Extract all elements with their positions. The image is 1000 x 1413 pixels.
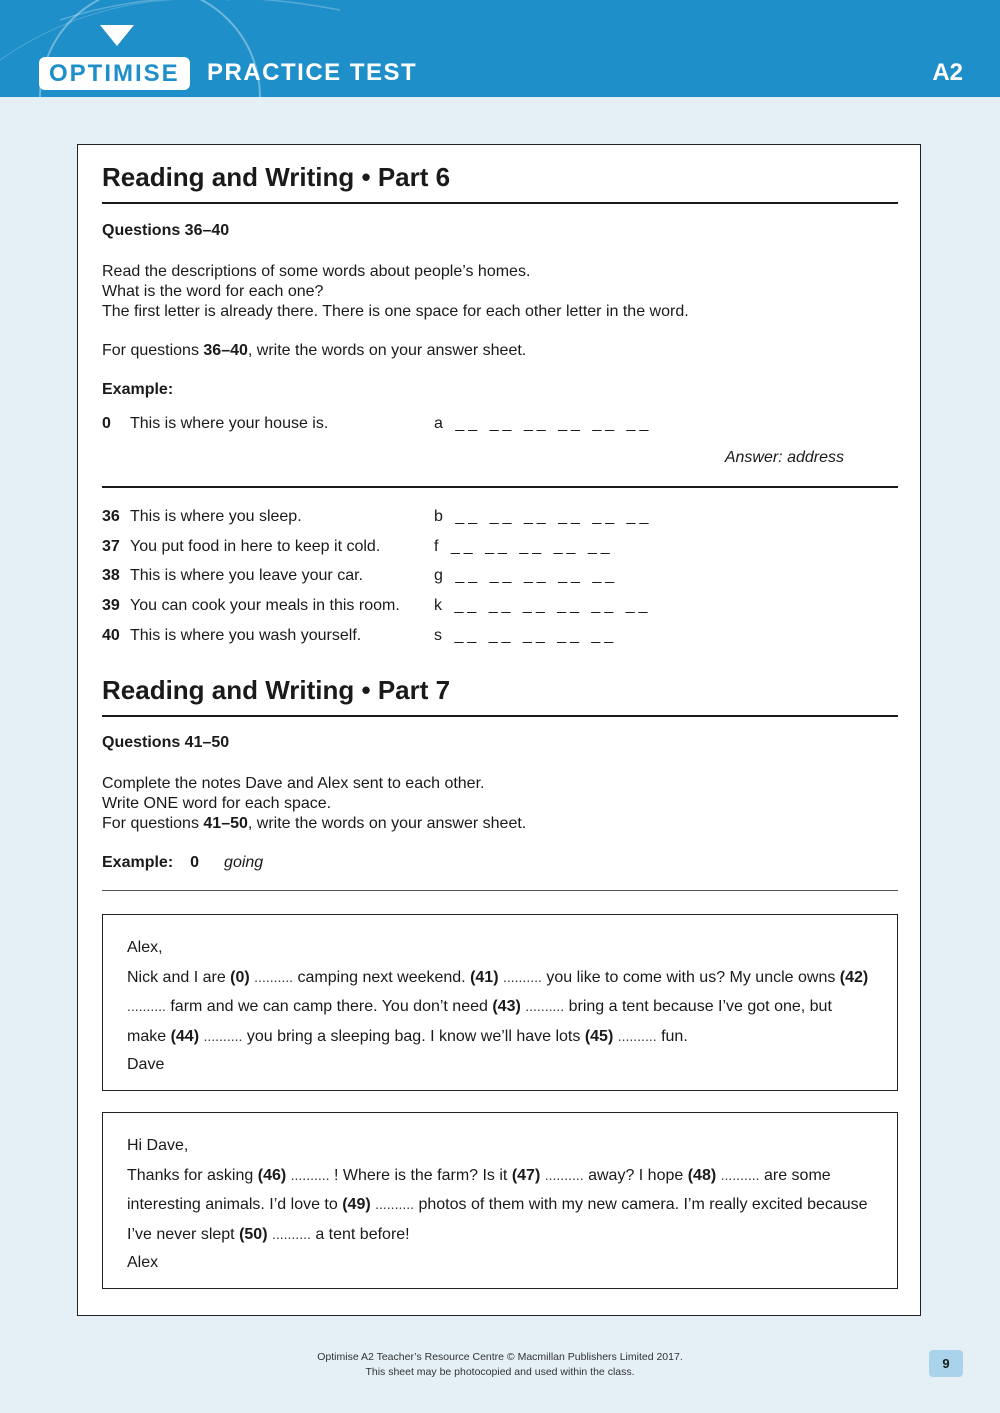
photocopy-note: This sheet may be photocopied and used within the class.	[365, 1366, 635, 1378]
divider	[102, 486, 898, 488]
part7-example	[102, 853, 263, 873]
header-banner	[0, 0, 1000, 97]
part6-questions-range: Questions 36–40	[102, 222, 230, 239]
copyright-line: Optimise A2 Teacher’s Resource Centre © Macmillan Publishers Limited 2017.	[317, 1351, 683, 1363]
question-text: This is where you wash yourself.	[130, 627, 362, 644]
page-number: 9	[929, 1350, 963, 1377]
part7-example-number: 0	[190, 854, 200, 871]
note-signoff: Alex	[127, 1254, 159, 1272]
example-row	[102, 414, 898, 434]
part7-example-label: Example:	[102, 854, 174, 871]
question-row	[102, 596, 898, 616]
question-text: You can cook your meals in this room.	[130, 597, 400, 614]
question-number: 40	[102, 627, 120, 644]
question-text: This is where you sleep.	[130, 508, 302, 525]
level-label: A2	[932, 59, 963, 86]
gap-blank[interactable]: ..........	[617, 1027, 657, 1044]
gap-blank[interactable]: ..........	[502, 968, 542, 985]
note-from-alex	[102, 1112, 898, 1289]
part6-instruction-line: Read the descriptions of some words about people’s homes.	[102, 263, 531, 280]
gap-blank[interactable]: ..........	[203, 1027, 243, 1044]
test-title: PRACTICE TEST	[207, 59, 418, 86]
part7-heading: Reading and Writing • Part 7	[102, 674, 898, 717]
gap-blank[interactable]: ..........	[720, 1166, 760, 1183]
divider	[102, 890, 898, 891]
answer-blanks[interactable]: f __ __ __ __ __	[434, 538, 614, 555]
part6-instruction-line: What is the word for each one?	[102, 283, 324, 300]
question-number: 37	[102, 538, 120, 555]
footer	[0, 1350, 1000, 1380]
brand-logo	[39, 57, 190, 90]
note-body: Nick and I are (0) .......... camping next weekend. (41) .......... you like to come with us? My uncle owns (42) .......... farm and we can camp there. You don’t need (43) .......... bring a tent because I’ve got one, but make (44) .......... you bring a sleeping bag. I know we’ll have lots (45) .......... fun.	[127, 968, 869, 1045]
note-body: Thanks for asking (46) .......... ! Where is the farm? Is it (47) .......... away? I hope (48) .......... are some interesting animals. I’d love to (49) .......... photos of them with my new camera. I’m really excited because I’ve never slept (50) .......... a tent before!	[127, 1166, 868, 1243]
answer-blanks[interactable]: b __ __ __ __ __ __	[434, 508, 653, 525]
note-from-dave	[102, 914, 898, 1091]
part6-example-label: Example:	[102, 381, 174, 398]
question-row	[102, 626, 898, 646]
gap-blank[interactable]: ..........	[525, 998, 565, 1015]
gap-blank[interactable]: ..........	[271, 1225, 311, 1242]
brand-name: OPTIMISE	[49, 59, 180, 87]
question-row	[102, 507, 898, 527]
note-signoff: Dave	[127, 1056, 165, 1074]
part7-instruction-line: Complete the notes Dave and Alex sent to each other.	[102, 775, 485, 792]
part6-instruction-line: The first letter is already there. There is one space for each other letter in the word.	[102, 303, 689, 320]
part6-heading: Reading and Writing • Part 6	[102, 161, 898, 204]
part7-instruction-line: Write ONE word for each space.	[102, 795, 332, 812]
gap-blank[interactable]: ..........	[544, 1166, 584, 1183]
note-greeting: Alex,	[127, 939, 163, 956]
note-greeting: Hi Dave,	[127, 1137, 189, 1154]
question-number: 36	[102, 508, 120, 525]
part7-example-answer: going	[224, 854, 264, 871]
part7-answer-sheet-note: For questions 41–50, write the words on your answer sheet.	[102, 815, 527, 832]
part7-instructions	[102, 774, 526, 834]
question-row	[102, 566, 898, 586]
part6-answer-sheet-note: For questions 36–40, write the words on your answer sheet.	[102, 342, 527, 359]
answer-blanks[interactable]: k __ __ __ __ __ __	[434, 597, 652, 614]
answer-blanks[interactable]: g __ __ __ __ __	[434, 567, 619, 584]
question-row	[102, 537, 898, 557]
gap-blank[interactable]: ..........	[290, 1166, 330, 1183]
part7-questions-range: Questions 41–50	[102, 734, 230, 751]
part6-instructions	[102, 262, 689, 322]
test-card	[77, 144, 921, 1316]
question-text: You put food in here to keep it cold.	[130, 538, 381, 555]
example-answer-blanks: a __ __ __ __ __ __	[434, 415, 653, 432]
example-answer: Answer: address	[724, 449, 844, 466]
triangle-logo-icon	[100, 25, 134, 46]
answer-blanks[interactable]: s __ __ __ __ __	[434, 627, 618, 644]
example-text: This is where your house is.	[130, 415, 329, 432]
question-text: This is where you leave your car.	[130, 567, 363, 584]
gap-blank[interactable]: ..........	[254, 968, 294, 985]
question-number: 39	[102, 597, 120, 614]
gap-blank[interactable]: ..........	[375, 1196, 415, 1213]
question-number: 38	[102, 567, 120, 584]
example-number: 0	[102, 415, 111, 432]
gap-blank[interactable]: ..........	[127, 998, 166, 1015]
